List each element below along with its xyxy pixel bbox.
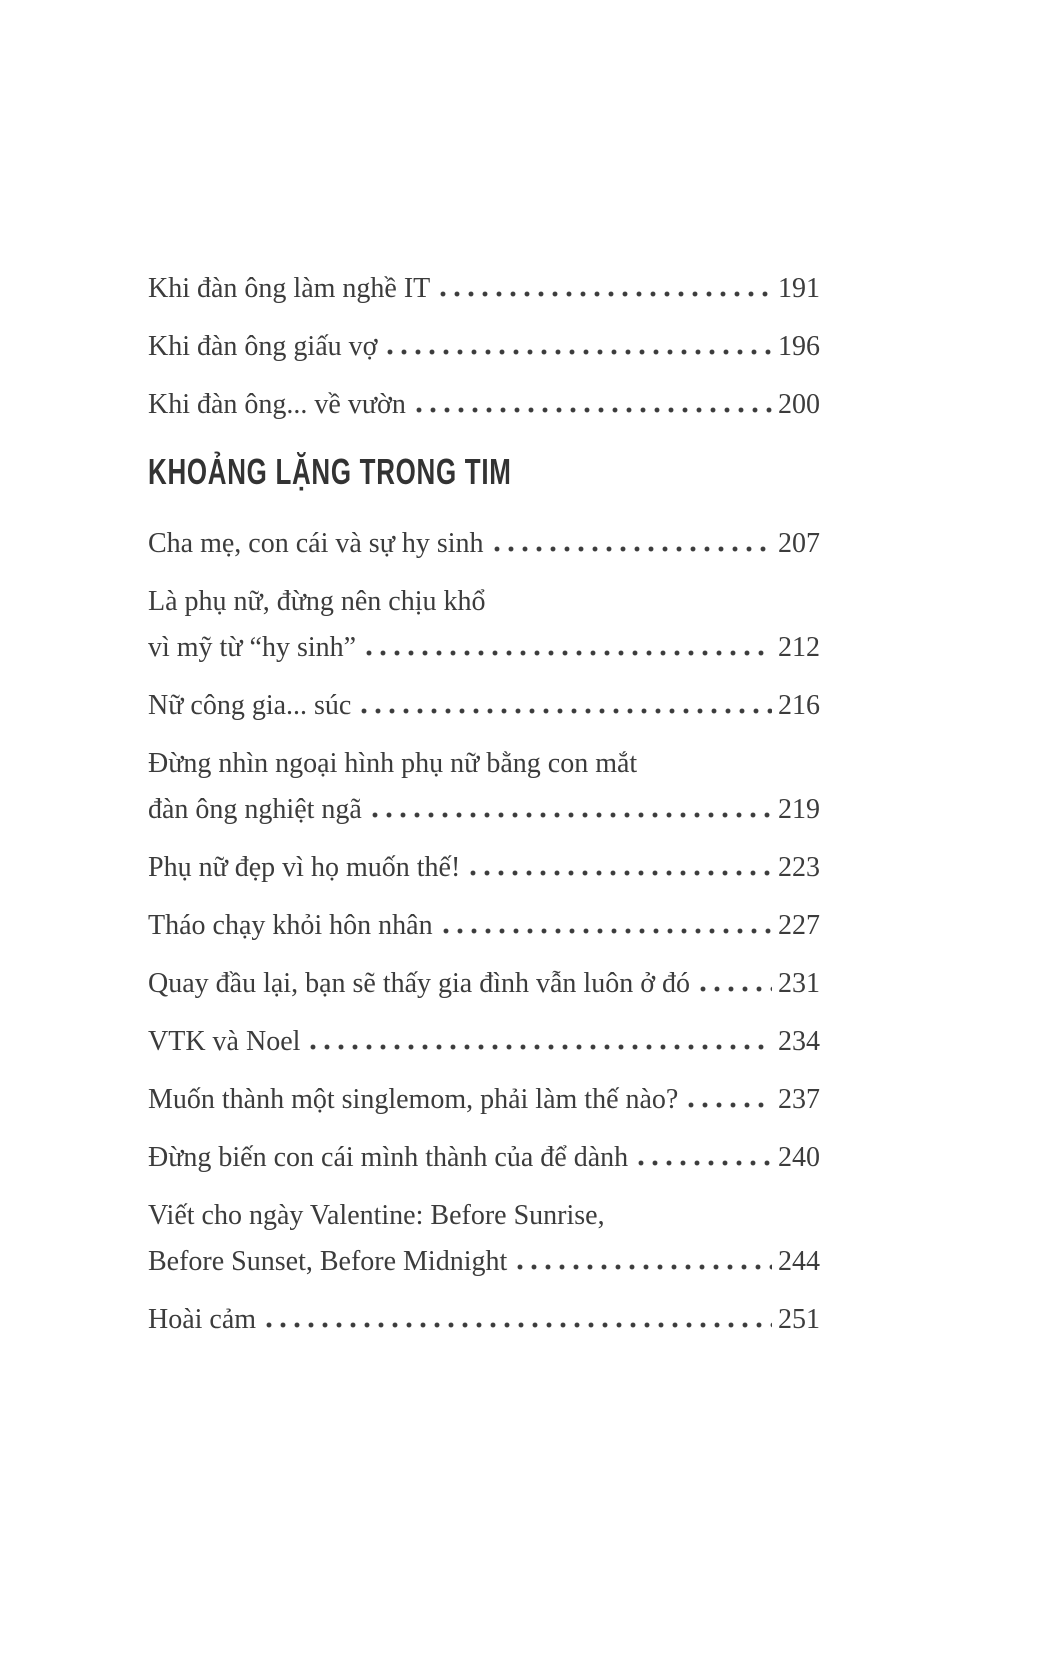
toc-row: [148, 851, 820, 885]
page-number: 244: [778, 1246, 820, 1277]
toc-row: [148, 631, 820, 665]
dot-leader: [440, 291, 772, 297]
dot-leader: [372, 812, 772, 818]
dot-leader: [638, 1160, 772, 1166]
toc-row: [148, 1245, 820, 1279]
dot-leader: [366, 650, 772, 656]
toc-entry-title: Khi đàn ông... về vườn: [148, 389, 406, 420]
dot-leader: [494, 546, 772, 552]
toc-row: [148, 967, 820, 1001]
toc-row: [148, 585, 820, 619]
toc-entry-title: Khi đàn ông làm nghề IT: [148, 273, 431, 304]
toc-entry-title-line2: đàn ông nghiệt ngã: [148, 794, 362, 825]
page-number: 219: [778, 794, 820, 825]
toc-row: [148, 1303, 820, 1337]
dot-leader: [266, 1322, 772, 1328]
page-number: 251: [778, 1304, 820, 1335]
page-number: 227: [778, 910, 820, 941]
toc-entry-title: Nữ công gia... súc: [148, 690, 352, 721]
dot-leader: [361, 708, 772, 714]
page-number: 207: [778, 528, 820, 559]
dot-leader: [470, 870, 772, 876]
toc-row: [148, 747, 820, 781]
dot-leader: [416, 407, 772, 413]
toc-entry-title: Phụ nữ đẹp vì họ muốn thế!: [148, 852, 461, 883]
toc-row: [148, 388, 820, 422]
page-number: 223: [778, 852, 820, 883]
toc-entry-title: VTK và Noel: [148, 1026, 301, 1057]
toc-entry-title-line1: Viết cho ngày Valentine: Before Sunrise,: [148, 1200, 605, 1231]
dot-leader: [700, 986, 772, 992]
toc-row: [148, 689, 820, 723]
page-number: 216: [778, 690, 820, 721]
toc-row: [148, 793, 820, 827]
dot-leader: [688, 1102, 772, 1108]
dot-leader: [310, 1044, 772, 1050]
toc-entry-title: Khi đàn ông giấu vợ: [148, 331, 378, 362]
toc-entry-title: Đừng biến con cái mình thành của để dành: [148, 1142, 629, 1173]
dot-leader: [387, 349, 772, 355]
toc-entry-title: Quay đầu lại, bạn sẽ thấy gia đình vẫn luôn ở đó: [148, 968, 691, 999]
page-number: 191: [778, 273, 820, 304]
page-number: 196: [778, 331, 820, 362]
toc-row: [148, 330, 820, 364]
page-number: 200: [778, 389, 820, 420]
toc-row: [148, 1083, 820, 1117]
page-number: 237: [778, 1084, 820, 1115]
toc-entry-title: Muốn thành một singlemom, phải làm thế nào?: [148, 1084, 679, 1115]
toc-row: [148, 1199, 820, 1233]
table-of-contents: [148, 272, 820, 1361]
toc-row: [148, 1141, 820, 1175]
page-number: 212: [778, 632, 820, 663]
toc-entry-title: Cha mẹ, con cái và sự hy sinh: [148, 528, 484, 559]
toc-row: [148, 527, 820, 561]
toc-row: [148, 1025, 820, 1059]
page-number: 234: [778, 1026, 820, 1057]
page-number: 240: [778, 1142, 820, 1173]
section-heading: KHOẢNG LẶNG TRONG TIM: [148, 451, 512, 492]
page-number: 231: [778, 968, 820, 999]
toc-entry-title-line1: Đừng nhìn ngoại hình phụ nữ bằng con mắt: [148, 748, 638, 779]
dot-leader: [517, 1264, 772, 1270]
toc-entry-title-line1: Là phụ nữ, đừng nên chịu khổ: [148, 586, 486, 617]
toc-entry-title: Tháo chạy khỏi hôn nhân: [148, 910, 433, 941]
dot-leader: [443, 928, 772, 934]
toc-entry-title-line2: Before Sunset, Before Midnight: [148, 1246, 508, 1277]
toc-row: [148, 272, 820, 306]
toc-entry-title-line2: vì mỹ từ “hy sinh”: [148, 632, 357, 663]
toc-entry-title: Hoài cảm: [148, 1304, 257, 1335]
toc-row: [148, 909, 820, 943]
